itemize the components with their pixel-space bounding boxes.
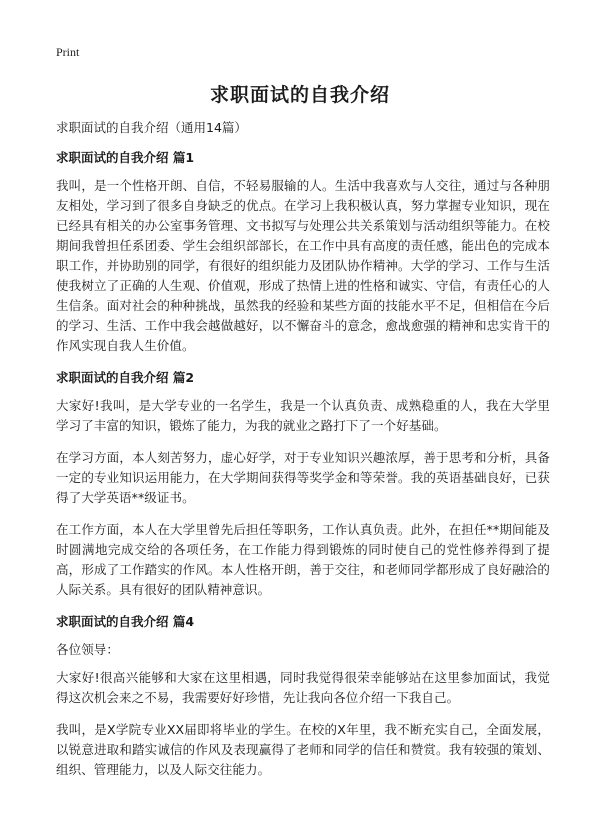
- section-4: [56, 612, 550, 780]
- paragraph: 各位领导：: [56, 642, 120, 657]
- page-title: 求职面试的自我介绍: [209, 84, 390, 106]
- section-heading: 求职面试的自我介绍 篇4: [56, 614, 195, 629]
- section-heading: 求职面试的自我介绍 篇2: [56, 370, 195, 385]
- paragraph: 我叫，是一个性格开朗、自信，不轻易服输的人。生活中我喜欢与人交往，通过与各种朋友相处，学习到了很多自身缺乏的优点。在学习上我积极认真，努力掌握专业知识，现在已经具有相关的办公室事务管理、文书拟写与处理公共关系策划与活动组织等能力。在校期间我曾担任系团委、学生会组织部部长，在工作中具有高度的责任感，能出色的完成本职工作，并协助别的同学，有很好的组织能力及团队协作精神。大学的学习、工作与生活使我树立了正确的人生观、价值观，形成了热情上进的性格和诚实、守信，有责任心的人生信条。面对社会的种种挑战，虽然我的经验和某些方面的技能水平不足，但相信在今后的学习、生活、工作中我会越做越好，以不懈奋斗的意念，愈战愈强的精神和忠实肯干的作风实现自我人生价值。: [56, 178, 550, 353]
- paragraph: 大家好!我叫，是大学专业的一名学生，我是一个认真负责、成熟稳重的人，我在大学里学习了丰富的知识，锻炼了能力，为我的就业之路打下了一个好基础。: [56, 398, 550, 433]
- paragraph: 大家好!很高兴能够和大家在这里相遇，同时我觉得很荣幸能够站在这里参加面试，我觉得这次机会来之不易，我需要好好珍惜，先让我向各位介绍一下我自己。: [56, 670, 550, 705]
- section-1: [56, 148, 550, 356]
- paragraph: 在学习方面，本人刻苦努力，虚心好学，对于专业知识兴趣浓厚，善于思考和分析，具备一定的专业知识运用能力，在大学期间获得等奖学金和等荣誉。我的英语基础良好，已获得了大学英语**级证书。: [56, 450, 550, 505]
- document-subtitle: 求职面试的自我介绍（通用14篇）: [56, 120, 247, 135]
- paragraph: 我叫，是X学院专业XX届即将毕业的学生。在校的X年里，我不断充实自己，全面发展，以锐意进取和踏实诚信的作风及表现赢得了老师和同学的信任和赞赏。我有较强的策划、组织、管理能力，以及人际交往能力。: [56, 722, 550, 777]
- document-body: [56, 118, 550, 792]
- section-2: [56, 368, 550, 600]
- paragraph: 在工作方面，本人在大学里曾先后担任等职务，工作认真负责。此外，在担任**期间能及时圆满地完成交给的各项任务，在工作能力得到锻炼的同时使自己的党性修养得到了提高，形成了工作踏实的作风。本人性格开朗，善于交往，和老师同学都形成了良好融洽的人际关系。具有很好的团队精神意识。: [56, 522, 550, 597]
- print-link[interactable]: Print: [56, 45, 80, 59]
- section-heading: 求职面试的自我介绍 篇1: [56, 150, 195, 165]
